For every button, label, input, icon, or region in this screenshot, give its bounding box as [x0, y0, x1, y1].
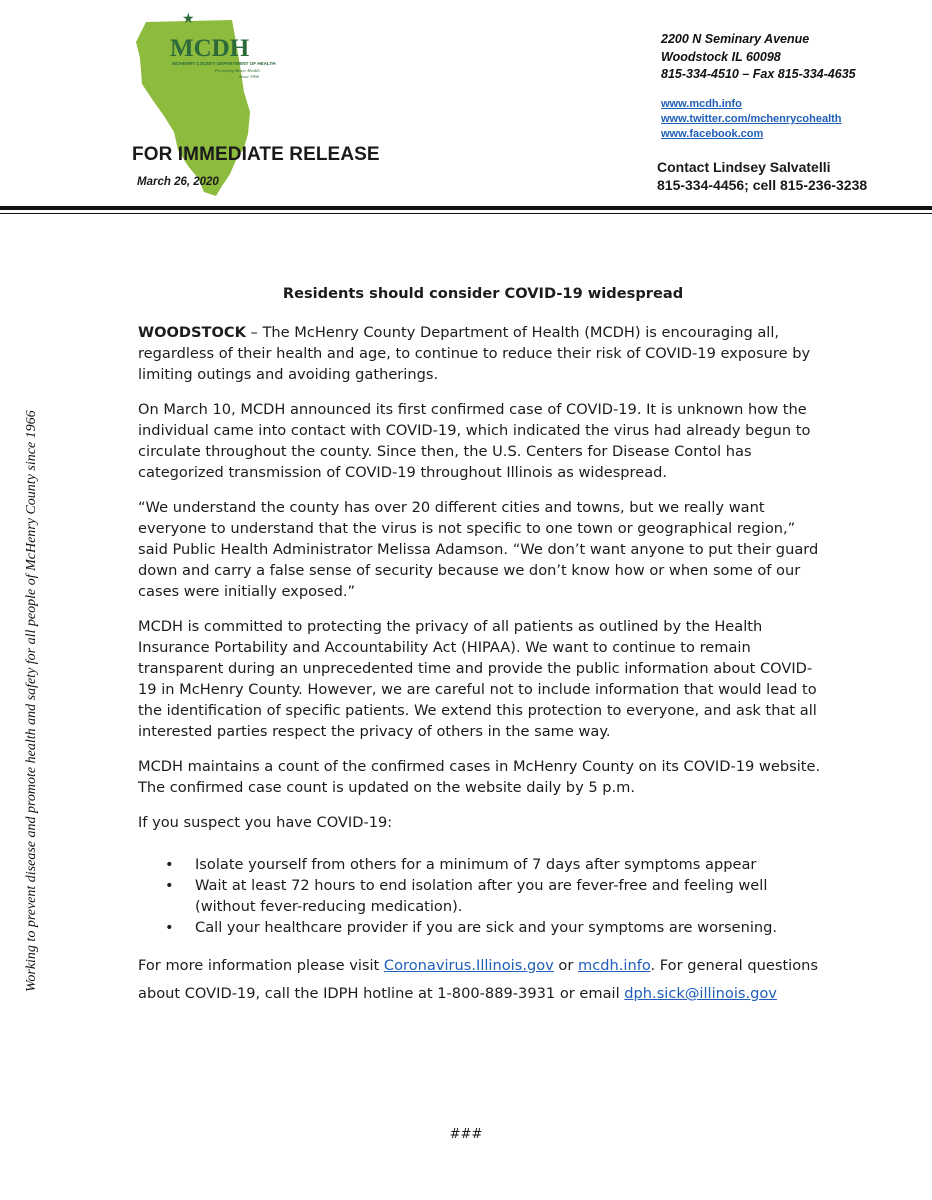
dateline: WOODSTOCK — [138, 324, 246, 341]
web-links — [661, 97, 842, 142]
paragraph-3: “We understand the county has over 20 different cities and towns, but we really want everyone to understand that the virus is not specific to one town or geographical region,” said Public Health Administrator Melissa Adamson. “We don’t want anyone to put their guard down and carry a false sense of security because we don’t know how or when some of our cases were initially exposed.” — [138, 499, 819, 600]
paragraph-5: MCDH maintains a count of the confirmed cases in McHenry County on its COVID-19 website. The confirmed case count is updated on the website daily by 5 p.m. — [138, 758, 821, 796]
paragraph-4: MCDH is committed to protecting the privacy of all patients as outlined by the Health Insurance Portability and Accountability Act (HIPAA). We want to continue to remain transparent during an unprecedented time and provide the public information about COVID-19 in McHenry County. However, we are careful not to include information that would lead to the identification of specific patients. We extend this protection to everyone, and ask that all interested parties respect the privacy of others in the same way. — [138, 618, 817, 740]
bullet-icon: • — [165, 856, 174, 873]
contact-name: Contact Lindsey Salvatelli — [657, 159, 831, 175]
address-city: Woodstock IL 60098 — [661, 49, 781, 64]
address-street: 2200 N Seminary Avenue — [661, 32, 810, 46]
bullet-icon: • — [165, 919, 174, 936]
logo-abbrev: MCDH — [170, 35, 250, 62]
mcdh-logo — [132, 8, 282, 198]
more-info-paragraph: For more information please visit Coronavirus.Illinois.gov or mcdh.info. For general questions about COVID-19, call the IDPH hotline at 1-800-889-3931 or email dph.sick@illinois.gov — [138, 957, 819, 1002]
paragraph-1 — [138, 322, 828, 385]
link-twitter[interactable]: www.twitter.com/mchenrycohealth — [661, 113, 842, 125]
link-email[interactable]: dph.sick@illinois.gov — [624, 985, 777, 1002]
headline: Residents should consider COVID-19 widespread — [282, 285, 684, 302]
header-divider-thick — [0, 206, 932, 210]
paragraph-6: If you suspect you have COVID-19: — [138, 814, 393, 831]
list-item: • Isolate yourself from others for a minimum of 7 days after symptoms appear — [165, 856, 757, 873]
link-mcdh-info[interactable]: mcdh.info — [578, 957, 651, 974]
paragraph-1-text: – The McHenry County Department of Health (MCDH) is encouraging all, regardless of their health and age, to continue to reduce their risk of COVID-19 exposure by limiting outings and avoiding gatherings. — [138, 324, 811, 383]
symptom-guidance-list — [138, 854, 828, 938]
logo-since: Since 1966 — [239, 74, 259, 79]
list-item: • Call your healthcare provider if you are sick and your symptoms are worsening. — [165, 919, 778, 936]
link-facebook[interactable]: www.facebook.com — [661, 128, 764, 140]
list-item: • Wait at least 72 hours to end isolation after you are fever-free and feeling well (without fever-reducing medication). — [165, 877, 768, 915]
logo-org-name: MCHENRY COUNTY DEPARTMENT OF HEALTH — [172, 61, 276, 66]
address-phone: 815-334-4510 – Fax 815-334-4635 — [661, 67, 856, 81]
header-divider-thin — [0, 213, 932, 214]
star-icon: ★ — [182, 10, 195, 26]
press-release-body — [138, 283, 828, 1022]
release-date: March 26, 2020 — [137, 176, 219, 188]
link-website[interactable]: www.mcdh.info — [661, 98, 742, 110]
link-coronavirus-illinois[interactable]: Coronavirus.Illinois.gov — [383, 957, 554, 974]
illinois-map-logo — [132, 8, 282, 198]
logo-motto: Promoting Better Health — [215, 68, 260, 73]
address-block — [661, 31, 856, 84]
end-mark: ### — [449, 1127, 483, 1142]
paragraph-2: On March 10, MCDH announced its first confirmed case of COVID-19. It is unknown how the individual came into contact with COVID-19, which indicated the virus had already begun to circulate throughout the county. Since then, the U.S. Centers for Disease Contol has categorized transmission of COVID-19 throughout Illinois as widespread. — [138, 401, 811, 481]
bullet-icon: • — [165, 877, 174, 894]
release-heading: FOR IMMEDIATE RELEASE — [132, 144, 380, 165]
contact-block — [657, 158, 867, 194]
contact-phone: 815-334-4456; cell 815-236-3238 — [657, 177, 868, 193]
side-tagline: Working to prevent disease and promote health and safety for all people of McHenry County since 1966 — [24, 410, 39, 992]
